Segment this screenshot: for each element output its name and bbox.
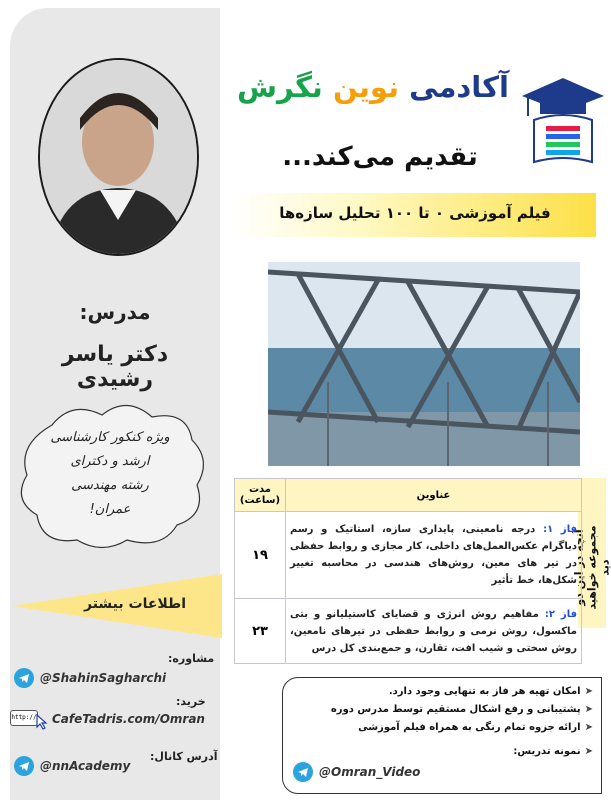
note-line: ویژه کنکور کارشناسی <box>50 430 170 445</box>
cursor-arrow-icon <box>36 714 48 730</box>
outline-side-caption-text: آنچه در این دو مجموعه خواهید دید <box>572 525 611 610</box>
phase-2-topics <box>286 599 582 664</box>
col-titles: عناوین <box>286 479 582 512</box>
sample-handle[interactable]: @Omran_Video <box>319 765 421 779</box>
channel-label: آدرس کانال: <box>150 750 218 763</box>
arrow-icon: ➤ <box>584 722 593 733</box>
col-duration-label: مدت <box>248 484 272 495</box>
perk-text: ارائه جزوه تمام رنگی به همراه فیلم آموزشی <box>358 722 581 733</box>
perk-item <box>293 686 593 697</box>
col-duration-unit: (ساعت) <box>239 495 281 506</box>
arrow-icon: ➤ <box>584 746 593 757</box>
more-info-label[interactable]: اطلاعات بیشتر <box>83 596 187 612</box>
table-row <box>235 512 582 599</box>
present-text: تقدیم می‌کند... <box>282 142 478 172</box>
brand-title <box>228 70 518 104</box>
perk-item <box>293 746 593 757</box>
phase-1-hours: ۱۹ <box>235 512 286 599</box>
perk-item <box>293 722 593 733</box>
arrow-icon: ➤ <box>584 704 593 715</box>
phase-1-label: فاز ۱: <box>543 524 577 535</box>
teacher-name: دکتر یاسر رشیدی <box>61 342 169 392</box>
note-line: عمران! <box>89 502 131 517</box>
url-prefix: http:// <box>11 714 37 721</box>
course-title: فیلم آموزشی ۰ تا ۱۰۰ تحلیل سازه‌ها <box>279 204 551 222</box>
photo-bridge-truss <box>268 262 580 466</box>
consult-handle[interactable]: @ShahinSagharchi <box>40 671 167 685</box>
telegram-icon <box>14 668 34 688</box>
consult-label: مشاوره: <box>168 652 215 665</box>
phase-1-topics <box>286 512 582 599</box>
buy-label: خرید: <box>176 695 206 708</box>
phase-2-hours: ۲۳ <box>235 599 286 664</box>
table-header-row <box>235 479 582 512</box>
special-note <box>30 426 190 522</box>
perks-box <box>282 677 602 794</box>
perk-item <box>293 704 593 715</box>
teacher-title: مدرس: <box>79 300 151 324</box>
brand-part-1: آکادمی <box>409 70 509 104</box>
buy-link[interactable]: CafeTadris.com/Omran <box>52 712 205 726</box>
course-outline-table <box>234 478 582 664</box>
graduation-cap-book-logo <box>520 76 606 168</box>
phase-2-label: فاز ۲: <box>544 608 577 620</box>
telegram-icon <box>14 756 34 776</box>
telegram-icon <box>293 762 313 782</box>
perk-text: نمونه تدریس: <box>513 746 581 757</box>
perk-text: پشتیبانی و رفع اشکال مستقیم توسط مدرس دوره <box>330 704 581 715</box>
perk-text: امکان تهیه هر فاز به تنهایی وجود دارد. <box>388 686 581 697</box>
table-row <box>235 599 582 664</box>
phase-1-text: درجه نامعینی، پایداری سازه، استاتیک و رسم دیاگرام عکس‌العمل‌های داخلی، کار مجازی و روابط حفظی در تیر های معین، روش‌های هندسی در محاسبه تغییر شکل‌ها، خط تأثیر <box>290 524 577 586</box>
browser-cursor-icon <box>10 710 38 726</box>
channel-handle[interactable]: @nnAcademy <box>40 759 131 773</box>
col-duration <box>235 479 286 512</box>
teacher-portrait <box>38 58 199 256</box>
arrow-icon: ➤ <box>584 686 593 697</box>
brand-part-2: نوین <box>332 70 399 104</box>
brand-part-3: نگرش <box>237 70 323 104</box>
note-line: ارشد و دکترای <box>70 454 150 469</box>
phase-2-text: مفاهیم روش انرژی و قضایای کاستیلیانو و بتی ماکسول، روش نرمی و روابط حفظی در تیرهای نامعین، روش سختی و شیب افت، تقارن، و جمع‌بندی کل درس <box>290 608 577 654</box>
note-line: رشته مهندسی <box>71 478 149 493</box>
